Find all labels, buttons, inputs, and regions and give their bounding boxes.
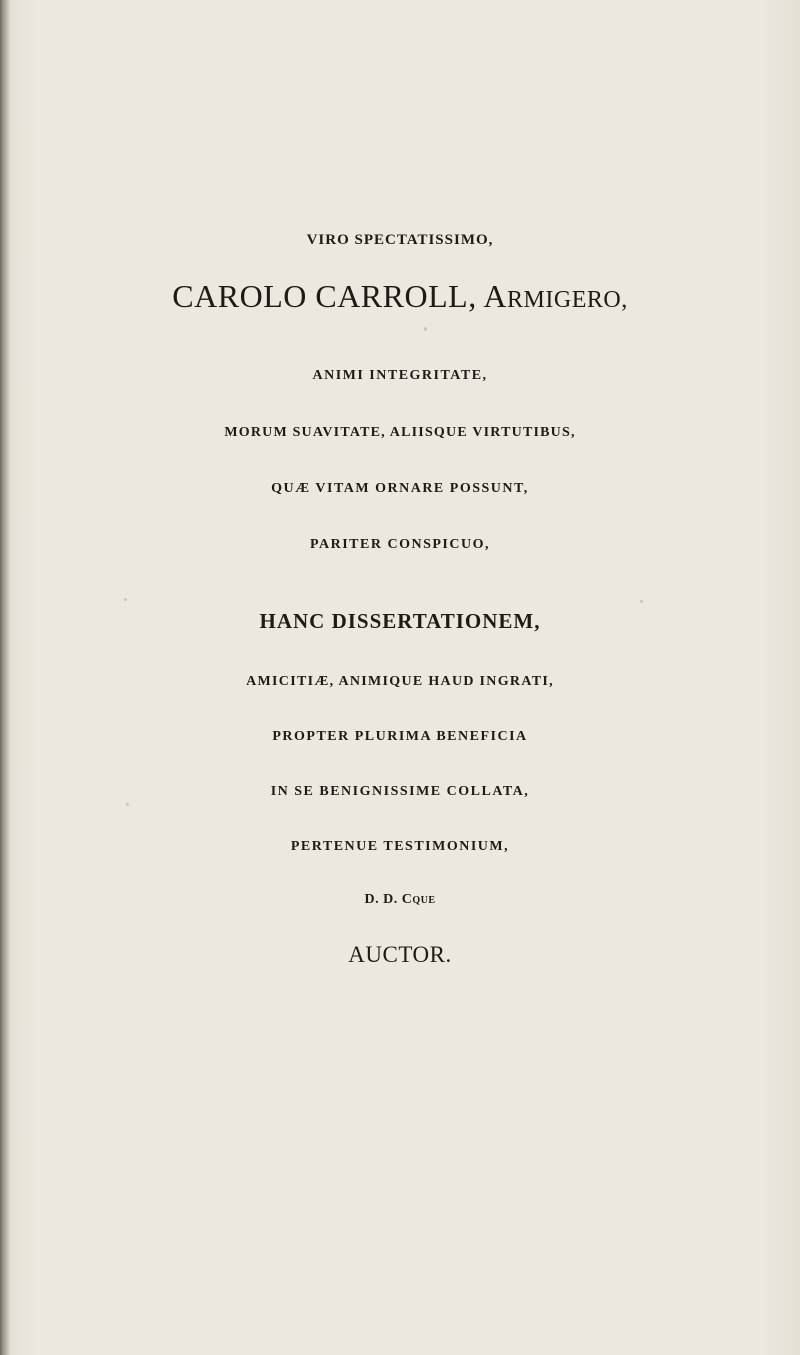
paper-speck	[124, 598, 127, 601]
dd-initials: D. D. C	[364, 892, 413, 907]
dedication-line-pariter: PARITER CONSPICUO,	[310, 537, 490, 552]
paper-speck	[640, 600, 643, 603]
dedication-line-quae: QUÆ VITAM ORNARE POSSUNT,	[271, 481, 529, 496]
paper-speck	[126, 803, 129, 806]
dedicatee-name: CAROLO CARROLL,	[172, 278, 484, 314]
dedication-line-pertenue: PERTENUE TESTIMONIUM,	[290, 839, 510, 854]
dedication-line-propter: PROPTER PLURIMA BENEFICIA	[272, 729, 528, 744]
dedication-line-viro: VIRO SPECTATISSIMO,	[306, 232, 494, 248]
title-small-caps: RMIGERO,	[507, 287, 628, 313]
dedication-dd-line	[0, 892, 800, 908]
dedication-line-amicitiae: AMICITIÆ, ANIMIQUE HAUD INGRATI,	[246, 674, 554, 689]
dedication-line-in-se: IN SE BENIGNISSIME COLLATA,	[270, 784, 530, 799]
paper-speck	[424, 327, 427, 331]
title-initial: A	[483, 278, 508, 314]
dedication-name-line	[0, 278, 800, 315]
dedication-line-animi: ANIMI INTEGRITATE,	[312, 368, 488, 383]
dd-small-caps: QUE	[412, 895, 436, 906]
dedication-line-hanc: HANC DISSERTATIONEM,	[259, 609, 541, 633]
dedication-author: AUCTOR.	[348, 942, 452, 967]
dedication-line-morum: MORUM SUAVITATE, ALIISQUE VIRTUTIBUS,	[224, 425, 576, 440]
